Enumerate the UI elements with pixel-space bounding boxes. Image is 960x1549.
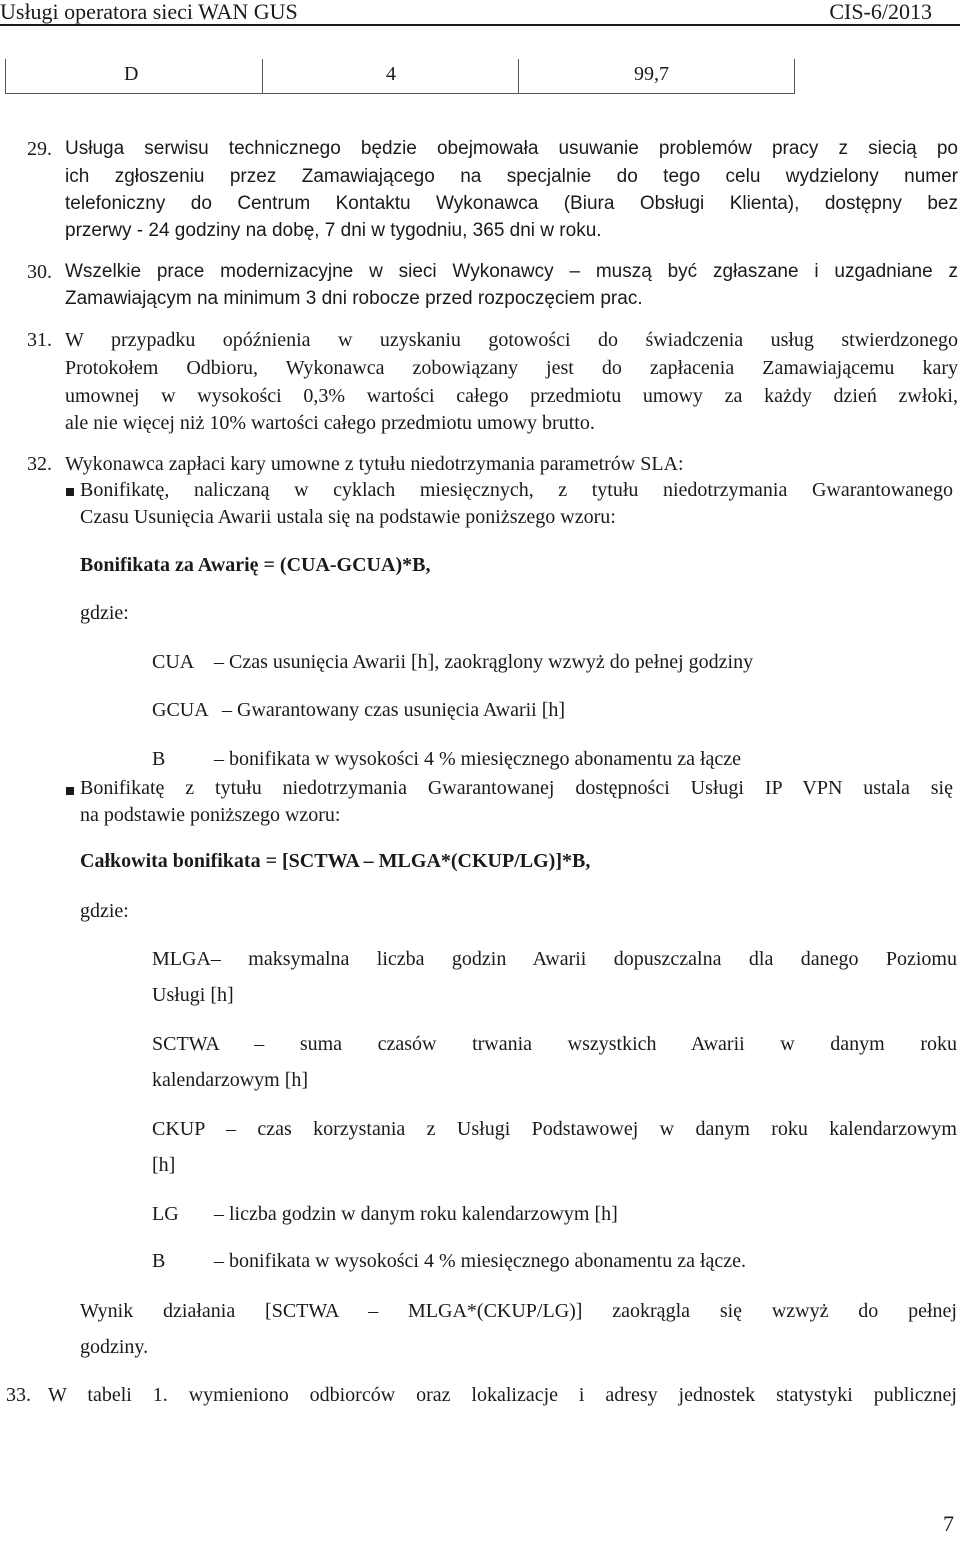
paragraph-line: Usługa serwisu technicznego będzie obejmowała usuwanie problemów pracy z siecią po	[65, 138, 958, 159]
definition-term: B	[152, 1250, 166, 1272]
where-label: gdzie:	[80, 602, 129, 624]
table-border	[518, 59, 519, 93]
table-border	[794, 59, 795, 93]
table-border	[262, 59, 263, 93]
definition-term: B	[152, 748, 166, 770]
table-border	[5, 59, 6, 93]
table-cell: 4	[386, 63, 396, 85]
table-cell: D	[124, 63, 139, 85]
paragraph-line: ale nie więcej niż 10% wartości całego przedmiotu umowy brutto.	[65, 412, 595, 434]
item-number: 32.	[27, 453, 52, 475]
definition-desc: – liczba godzin w danym roku kalendarzowym [h]	[214, 1203, 618, 1225]
paragraph-line: W tabeli 1. wymieniono odbiorców oraz lokalizacje i adresy jednostek statystyki publicznej	[48, 1384, 957, 1406]
header-doc-id: CIS-6/2013	[829, 0, 932, 24]
where-label: gdzie:	[80, 900, 129, 922]
page-number: 7	[943, 1511, 954, 1536]
paragraph-line: godziny.	[80, 1336, 149, 1358]
formula: Całkowita bonifikata = [SCTWA – MLGA*(CKUP/LG)]*B,	[80, 850, 591, 872]
definition-line: MLGA– maksymalna liczba godzin Awarii dopuszczalna dla danego Poziomu	[152, 948, 957, 970]
paragraph-line: Czasu Usunięcia Awarii ustala się na podstawie poniższego wzoru:	[80, 506, 616, 528]
table-cell: 99,7	[634, 63, 669, 85]
definition-desc: – bonifikata w wysokości 4 % miesięcznego abonamentu za łącze	[214, 748, 742, 770]
paragraph-line: Protokołem Odbioru, Wykonawca zobowiązany jest do zapłacenia Zamawiającemu kary	[65, 357, 958, 379]
paragraph-line: Zamawiającym na minimum 3 dni robocze przed rozpoczęciem prac.	[65, 288, 643, 309]
header-title: Usługi operatora sieci WAN GUS	[0, 0, 298, 24]
paragraph-line: ich zgłoszeniu przez Zamawiającego na specjalnie do tego celu wydzielony numer	[65, 166, 958, 187]
paragraph-line: Wszelkie prace modernizacyjne w sieci Wykonawcy – muszą być zgłaszane i uzgadniane z	[65, 261, 958, 282]
paragraph-line: Wykonawca zapłaci kary umowne z tytułu niedotrzymania parametrów SLA:	[65, 453, 684, 475]
bullet-square-icon	[66, 787, 74, 795]
paragraph-line: umownej w wysokości 0,3% wartości całego przedmiotu umowy za każdy dzień zwłoki,	[65, 385, 958, 407]
paragraph-line: telefoniczny do Centrum Kontaktu Wykonawca (Biura Obsługi Klienta), dostępny bez	[65, 193, 958, 214]
definition-line: kalendarzowym [h]	[152, 1069, 309, 1091]
definition-term: GCUA	[152, 699, 209, 721]
paragraph-line: na podstawie poniższego wzoru:	[80, 804, 341, 826]
table-fragment	[0, 59, 960, 95]
item-number: 30.	[27, 261, 52, 283]
definition-desc: – Gwarantowany czas usunięcia Awarii [h]	[222, 699, 566, 721]
paragraph-line: przerwy - 24 godziny na dobę, 7 dni w tygodniu, 365 dni w roku.	[65, 220, 602, 241]
paragraph-line: Bonifikatę z tytułu niedotrzymania Gwarantowanej dostępności Usługi IP VPN ustala się	[80, 777, 953, 799]
paragraph-line: Wynik działania [SCTWA – MLGA*(CKUP/LG)] zaokrągla się wzwyż do pełnej	[80, 1300, 957, 1322]
definition-term: CUA	[152, 651, 195, 673]
definition-line: Usługi [h]	[152, 984, 234, 1006]
bullet-square-icon	[66, 488, 74, 496]
formula: Bonifikata za Awarię = (CUA-GCUA)*B,	[80, 554, 431, 576]
item-number: 33.	[6, 1384, 31, 1406]
definition-term: LG	[152, 1203, 179, 1225]
page-header	[0, 0, 960, 26]
definition-desc: – bonifikata w wysokości 4 % miesięcznego abonamentu za łącze.	[214, 1250, 747, 1272]
paragraph-line: W przypadku opóźnienia w uzyskaniu gotowości do świadczenia usług stwierdzonego	[65, 329, 958, 351]
table-border	[5, 93, 795, 94]
paragraph-line: Bonifikatę, naliczaną w cyklach miesięcznych, z tytułu niedotrzymania Gwarantowanego	[80, 479, 953, 501]
definition-line: SCTWA – suma czasów trwania wszystkich Awarii w danym roku	[152, 1033, 957, 1055]
definition-desc: – Czas usunięcia Awarii [h], zaokrąglony wzwyż do pełnej godziny	[214, 651, 754, 673]
item-number: 29.	[27, 138, 52, 160]
item-number: 31.	[27, 329, 52, 351]
definition-line: [h]	[152, 1154, 176, 1176]
definition-line: CKUP – czas korzystania z Usługi Podstawowej w danym roku kalendarzowym	[152, 1118, 957, 1140]
